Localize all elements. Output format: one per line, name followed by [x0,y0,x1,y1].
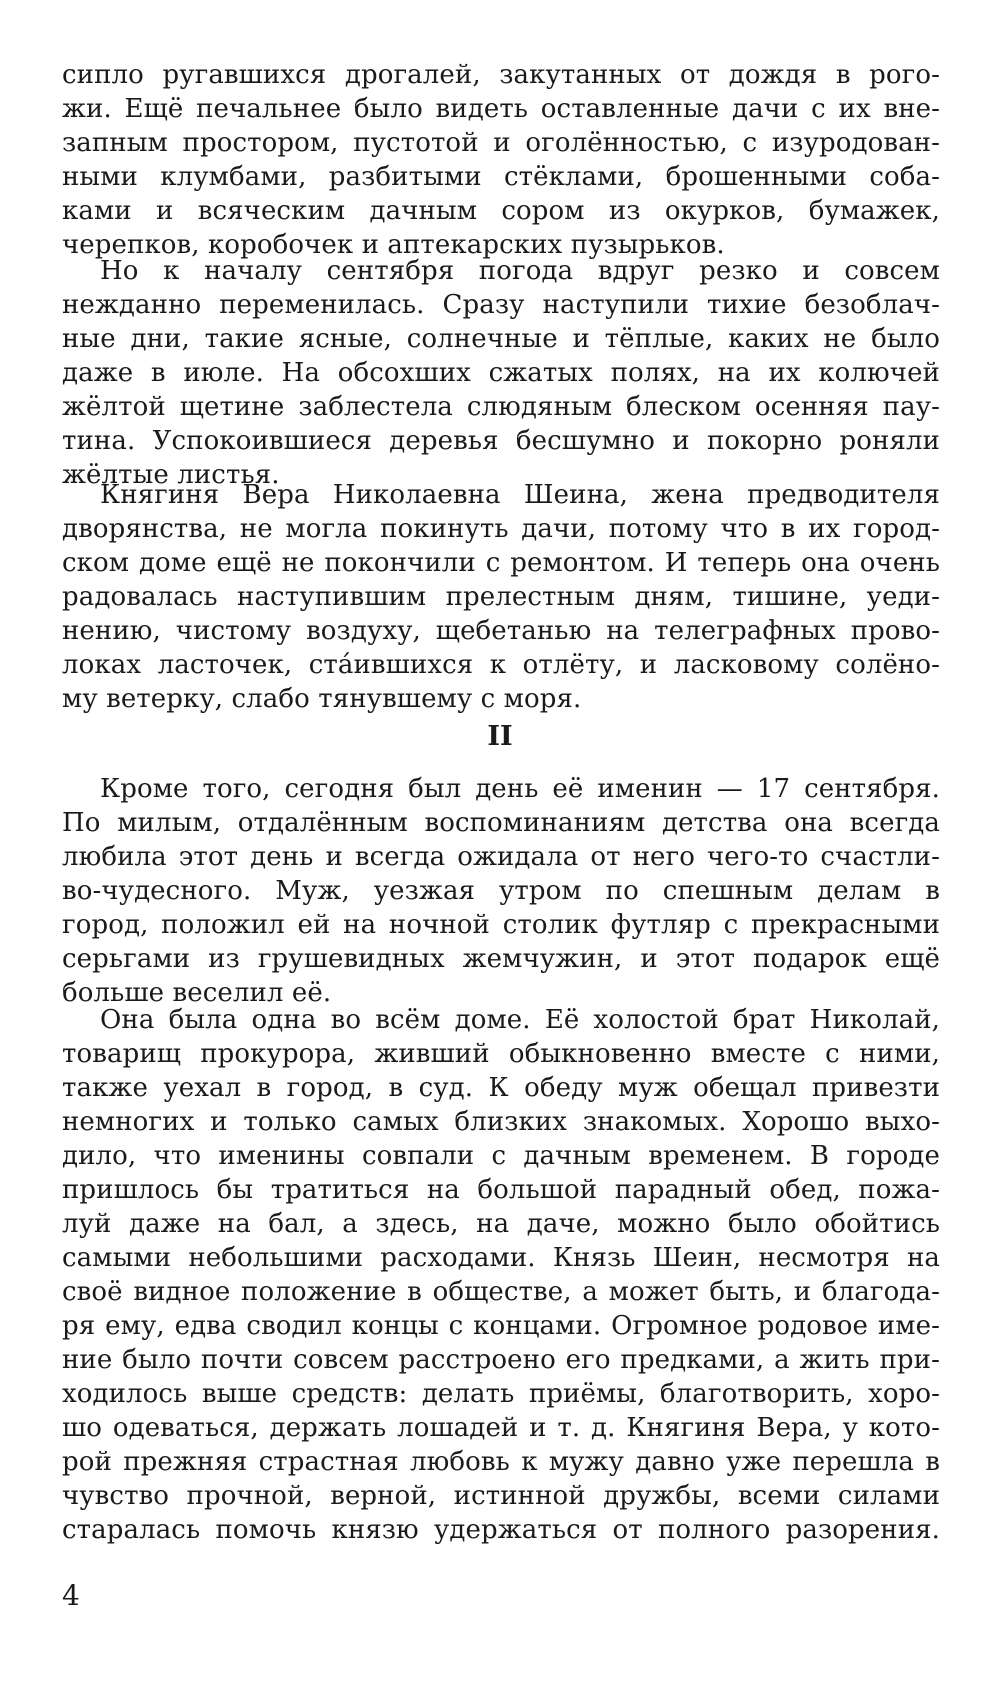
paragraph-1 [62,58,940,262]
text-line: старалась помочь князю удержаться от полного разорения. [62,1515,940,1545]
text-line: локах ласточек, ста́ившихся к отлёту, и ласковому солёно- [62,650,940,680]
text-line: дворянства, не могла покинуть дачи, потому что в их город- [62,514,940,544]
text-line: больше веселил её. [62,978,332,1008]
text-line: товарищ прокурора, живший обыкновенно вместе с ними, [62,1039,940,1069]
paragraph-4 [62,772,940,1010]
text-line: жёлтые листья. [62,460,280,490]
text-line: нению, чистому воздуху, щебетанью на телеграфных прово- [62,616,940,646]
text-line: дило, что именины совпали с дачным временем. В городе [62,1141,940,1171]
text-line: своё видное положение в обществе, а может быть, и благода- [62,1277,940,1307]
text-line: ском доме ещё не покончили с ремонтом. И теперь она очень [62,548,940,578]
text-line: ходилось выше средств: делать приёмы, благотворить, хоро- [62,1379,940,1409]
text-line: даже в июле. На обсохших сжатых полях, на их колючей [62,358,940,388]
text-line: радовалась наступившим прелестным дням, тишине, уеди- [62,582,940,612]
text-line: любила этот день и всегда ожидала от него чего-то счастли- [62,842,940,872]
chapter-heading: II [487,721,513,752]
page-number: 4 [62,1579,80,1612]
text-line: ками и всяческим дачным сором из окурков, бумажек, [62,196,940,226]
text-line: сипло ругавшихся дрогалей, закутанных от дождя в рого- [62,60,940,90]
text-line: тина. Успокоившиеся деревья бесшумно и покорно роняли [62,426,940,456]
text-line: Но к началу сентября погода вдруг резко и совсем [100,256,940,286]
text-line: нежданно переменилась. Сразу наступили тихие безоблач- [62,290,940,320]
text-line: жи. Ещё печальнее было видеть оставленные дачи с их вне- [62,94,940,124]
paragraph-5 [62,1003,940,1547]
text-line: самыми небольшими расходами. Князь Шеин, несмотря на [62,1243,940,1273]
text-line: рой прежняя страстная любовь к мужу давно уже перешла в [62,1447,940,1477]
text-line: пришлось бы тратиться на большой парадный обед, пожа- [62,1175,940,1205]
text-line: ние было почти совсем расстроено его предками, а жить при- [62,1345,940,1375]
text-line: луй даже на бал, а здесь, на даче, можно было обойтись [62,1209,940,1239]
text-line: во-чудесного. Муж, уезжая утром по спешным делам в [62,876,940,906]
text-line: жёлтой щетине заблестела слюдяным блеском осенняя пау- [62,392,940,422]
text-line: запным простором, пустотой и оголённостью, с изуродован- [62,128,940,158]
text-line: му ветерку, слабо тянувшему с моря. [62,684,582,714]
text-line: немногих и только самых близких знакомых. Хорошо выхо- [62,1107,940,1137]
text-line: шо одеваться, держать лошадей и т. д. Княгиня Вера, у кото- [62,1413,940,1443]
text-line: ные дни, такие ясные, солнечные и тёплые, каких не было [62,324,940,354]
text-line: серьгами из грушевидных жемчужин, и этот подарок ещё [62,944,940,974]
text-line: черепков, коробочек и аптекарских пузырьков. [62,230,725,260]
paragraph-2 [62,254,940,492]
text-line: Кроме того, сегодня был день её именин — 17 сентября. [100,774,940,804]
text-line: ря ему, едва сводил концы с концами. Огромное родовое име- [62,1311,940,1341]
text-line: ными клумбами, разбитыми стёклами, брошенными соба- [62,162,940,192]
paragraph-3 [62,478,940,716]
text-line: Княгиня Вера Николаевна Шеина, жена предводителя [100,480,940,510]
text-line: По милым, отдалённым воспоминаниям детства она всегда [62,808,940,838]
text-line: также уехал в город, в суд. К обеду муж обещал привезти [62,1073,940,1103]
text-line: чувство прочной, верной, истинной дружбы, всеми силами [62,1481,940,1511]
text-line: город, положил ей на ночной столик футляр с прекрасными [62,910,940,940]
text-line: Она была одна во всём доме. Её холостой брат Николай, [100,1005,940,1035]
